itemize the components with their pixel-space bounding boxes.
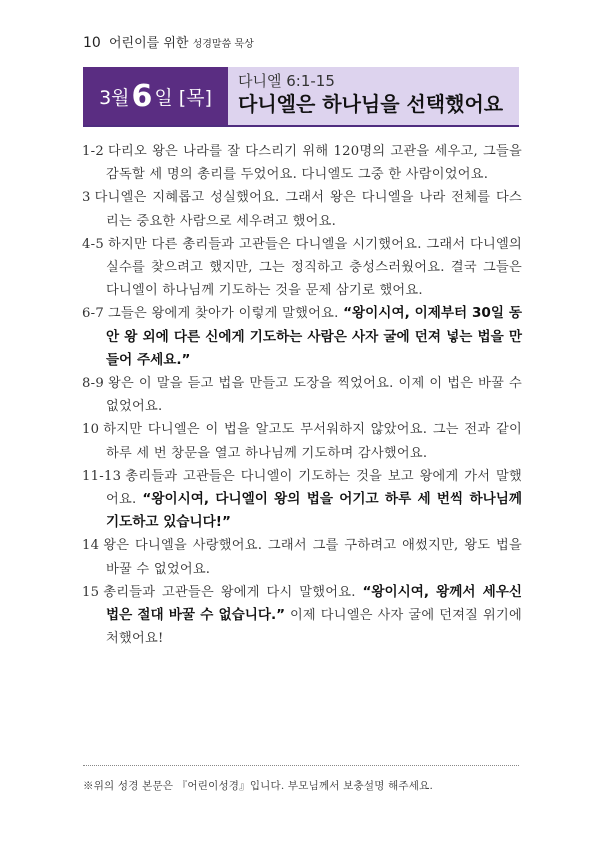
book-title: 어린이를 위한 [108,36,189,51]
title-box [228,67,519,125]
verse-item [82,418,522,464]
verse-text: 왕은 이 말을 듣고 법을 만들고 도장을 찍었어요. 이제 이 법은 바꿀 수 없었어요. [106,376,522,415]
date-month: 3월 [99,86,130,109]
footer-divider [83,765,519,766]
devotion-title: 다니엘은 하나님을 선택했어요 [238,92,504,116]
scripture-reference: 다니엘 6:1-15 [238,72,335,90]
verse-text: 다니엘은 지혜롭고 성실했어요. 그래서 왕은 다니엘을 나라 전체를 다스리는 중요한 사람으로 세우려고 했어요. [94,190,522,229]
verse-item [82,302,522,372]
verse-number: 4-5 [82,236,104,252]
verse-quote: “왕이시여, 이제부터 30일 동안 왕 외에 다른 신에게 기도하는 사람은 사자 굴에 던져 넣는 법을 만들어 주세요.” [106,305,523,368]
verse-item [82,581,522,651]
verse-number: 3 [82,190,91,206]
verse-number: 15 [82,584,100,600]
footer-note: ※위의 성경 본문은 『어린이성경』입니다. 부모님께서 보충설명 해주세요. [83,780,434,792]
verse-item [82,140,522,186]
verse-item [82,372,522,418]
book-subtitle: 성경말씀 묵상 [192,39,254,50]
verse-text: 다리오 왕은 나라를 잘 다스리기 위해 120명의 고관을 세우고, 그들을 감독할 세 명의 총리를 두었어요. 다니엘도 그중 한 사람이었어요. [106,144,522,183]
page-number: 10 [83,35,101,51]
verse-number: 6-7 [82,306,104,322]
verse-text: 하지만 다니엘은 이 법을 알고도 무서워하지 않았어요. 그는 전과 같이 하루 세 번 창문을 열고 하나님께 기도하며 감사했어요. [103,422,522,461]
date-day-unit: 일 [154,86,173,109]
verse-text: 하지만 다른 총리들과 고관들은 다니엘을 시기했어요. 그래서 다니엘의 실수를 찾으려고 했지만, 그는 정직하고 충성스러웠어요. 결국 그들은 다니엘이 하나님께 기도하는 것을 문제 삼기로 했어요. [106,236,522,299]
date-box [83,67,228,125]
verse-item [82,186,522,232]
devotion-header [83,67,519,127]
verse-number: 10 [82,422,100,438]
verse-number: 8-9 [82,376,104,392]
verse-item [82,465,522,535]
verse-text: 총리들과 고관들은 왕에게 다시 말했어요. [103,584,356,600]
verse-text-after: 이제 다니엘은 사자 굴에 던져질 위기에 처했어요! [106,608,522,647]
verse-list [82,140,522,650]
verse-text: 총리들과 고관들은 다니엘이 기도하는 것을 보고 왕에게 가서 말했어요. [106,468,522,508]
verse-item [82,233,522,303]
date-day: 6 [131,78,153,114]
verse-number: 14 [82,538,100,554]
verse-quote: “왕이시여, 왕께서 세우신 법은 절대 바꿀 수 없습니다.” [106,583,522,624]
running-head [83,32,254,51]
verse-text: 그들은 왕에게 찾아가 이렇게 말했어요. [108,306,339,322]
verse-quote: “왕이시여, 다니엘이 왕의 법을 어기고 하루 세 번씩 하나님께 기도하고 있습니다!” [106,491,522,531]
verse-text: 왕은 다니엘을 사랑했어요. 그래서 그를 구하려고 애썼지만, 왕도 법을 바꿀 수 없었어요. [103,538,522,577]
verse-number: 11-13 [82,468,122,484]
verse-number: 1-2 [82,144,104,159]
verse-item [82,534,522,580]
date-weekday: [목] [178,86,212,109]
